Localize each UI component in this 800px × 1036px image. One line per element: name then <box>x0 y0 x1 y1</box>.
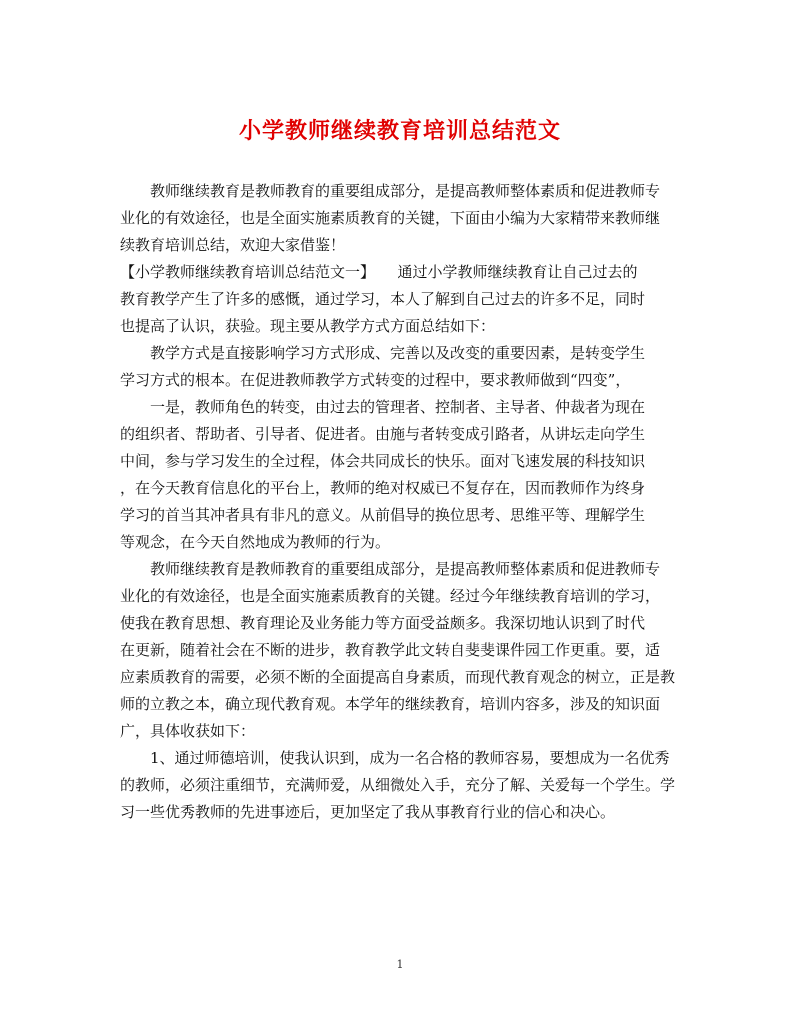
body-line: ，在今天教育信息化的平台上，教师的绝对权威已不复存在，因而教师作为终身 <box>120 479 646 497</box>
body-line: 业化的有效途径，也是全面实施素质教育的关键。经过今年继续教育培训的学习， <box>120 587 661 605</box>
body-line: 1、通过师德培训，使我认识到，成为一名合格的教师容易，要想成为一名优秀 <box>120 749 670 767</box>
body-line: 师的立教之本，确立现代教育观。本学年的继续教育，培训内容多，涉及的知识面 <box>120 695 661 713</box>
body-line: 教育教学产生了许多的感慨，通过学习，本人了解到自己过去的许多不足，同时 <box>120 290 646 308</box>
body-line: 业化的有效途径，也是全面实施素质教育的关键，下面由小编为大家精带来教师继 <box>120 209 661 227</box>
body-line: 的教师，必须注重细节，充满师爱，从细微处入手，充分了解、关爱每一个学生。学 <box>120 776 676 794</box>
document-body <box>120 178 676 826</box>
page-number: 1 <box>396 958 404 971</box>
body-line: 习一些优秀教师的先进事迹后，更加坚定了我从事教育行业的信心和决心。 <box>120 803 616 821</box>
body-line: 中间，参与学习发生的全过程，体会共同成长的快乐。面对飞速发展的科技知识 <box>120 452 646 470</box>
body-line: 续教育培训总结，欢迎大家借鉴！ <box>120 236 346 254</box>
body-line: 在更新，随着社会在不断的进步，教育教学此文转自斐斐课件园工作更重。要，适 <box>120 641 661 659</box>
body-line: 使我在教育思想、教育理论及业务能力等方面受益颇多。我深切地认识到了时代 <box>120 614 646 632</box>
body-line: 【小学教师继续教育培训总结范文一】 通过小学教师继续教育让自己过去的 <box>120 263 638 281</box>
body-line: 学习的首当其冲者具有非凡的意义。从前倡导的换位思考、思维平等、理解学生 <box>120 506 646 524</box>
body-line: 也提高了认识，获验。现主要从教学方式方面总结如下： <box>120 317 496 335</box>
body-line: 教学方式是直接影响学习方式形成、完善以及改变的重要因素，是转变学生 <box>120 344 646 362</box>
body-line: 学习方式的根本。在促进教师教学方式转变的过程中，要求教师做到“四变”， <box>120 371 631 389</box>
body-line: 等观念，在今天自然地成为教师的行为。 <box>120 533 391 551</box>
body-line: 应素质教育的需要，必须不断的全面提高自身素质，而现代教育观念的树立，正是教 <box>120 668 676 686</box>
body-line: 一是，教师角色的转变，由过去的管理者、控制者、主导者、仲裁者为现在 <box>120 398 646 416</box>
body-line: 的组织者、帮助者、引导者、促进者。由施与者转变成引路者，从讲坛走向学生 <box>120 425 646 443</box>
body-line: 教师继续教育是教师教育的重要组成部分，是提高教师整体素质和促进教师专 <box>120 182 661 200</box>
document-title: 小学教师继续教育培训总结范文 <box>238 118 561 144</box>
body-line: 教师继续教育是教师教育的重要组成部分，是提高教师整体素质和促进教师专 <box>120 560 661 578</box>
body-line: 广，具体收获如下： <box>120 722 256 740</box>
